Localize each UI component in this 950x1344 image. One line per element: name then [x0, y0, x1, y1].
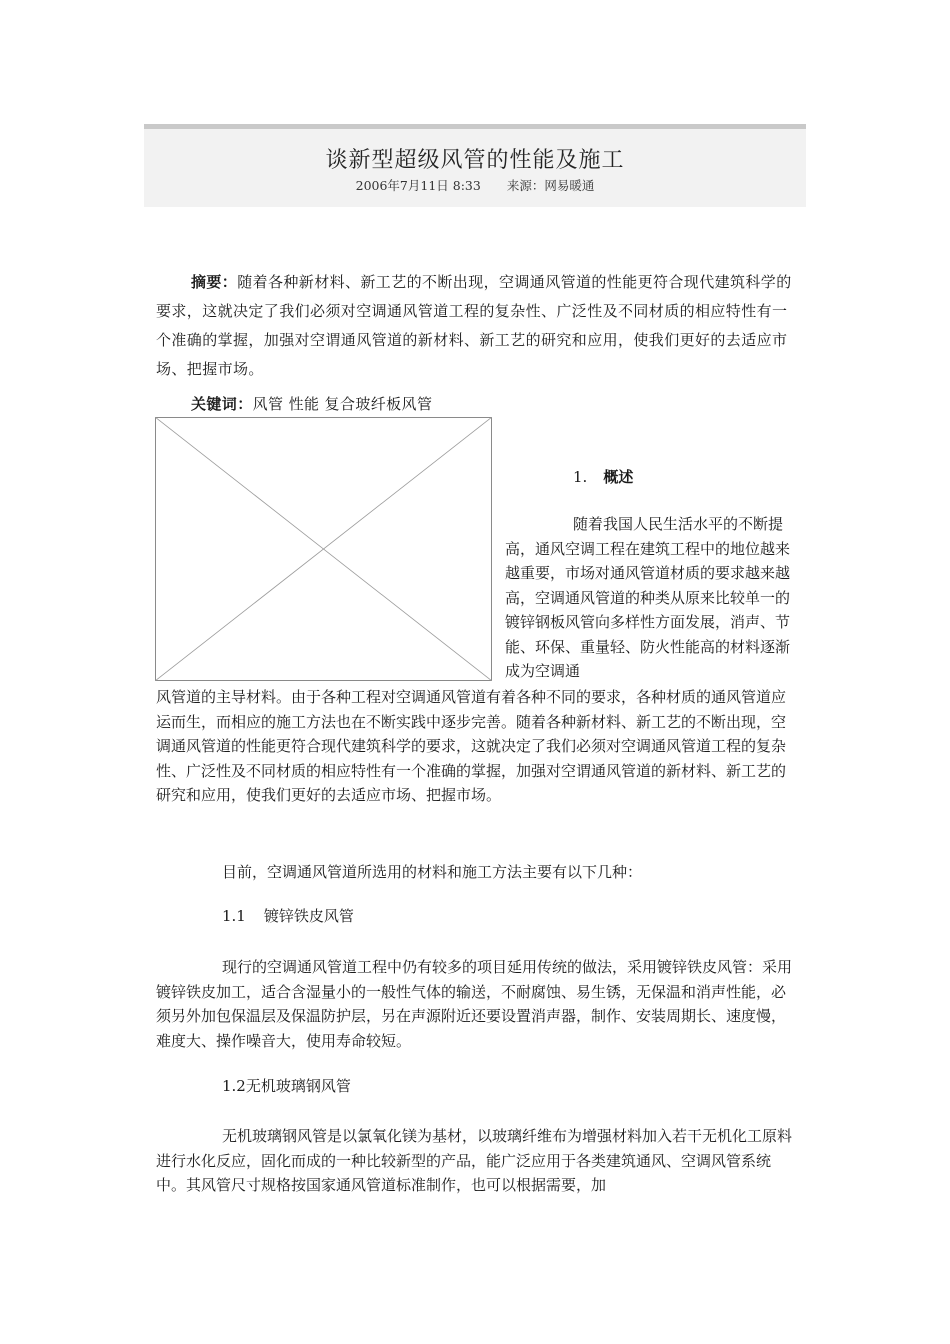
abstract-text: 随着各种新材料、新工艺的不断出现，空调通风管道的性能更符合现代建筑科学的要求，这就决定了我们必须对空调通风管道工程的复杂性、广泛性及不同材质的相应特性有一个准确的掌握，加强对空谓通风管道的新材料、新工艺的研究和应用，使我们更好的去适应市场、把握市场。	[156, 273, 792, 378]
overview-paragraph-wrapped: 随着我国人民生活水平的不断提高，通风空调工程在建筑工程中的地位越来越重要，市场对通风管道材质的要求越来越高，空调通风管道的种类从原来比较单一的镀锌钢板风管向多样性方面发展，消声、节能、环保、重量轻、防火性能高的材料逐渐成为空调通	[505, 515, 791, 680]
subsection-title: 镀锌铁皮风管	[263, 907, 354, 925]
subsection-title: 无机玻璃钢风管	[245, 1077, 351, 1095]
article-header	[144, 124, 806, 207]
galvanized-duct-paragraph: 现行的空调通风管道工程中仍有较多的项目延用传统的做法，采用镀锌铁皮风管：采用镀锌铁皮加工，适合含湿量小的一般性气体的输送，不耐腐蚀、易生锈，无保温和消声性能，必须另外加包保温层及保温防护层，另在声源附近还要设置消声器，制作、安装周期长、速度慢，难度大、操作噪音大，使用寿命较短。	[156, 958, 793, 1050]
materials-intro-paragraph: 目前，空调通风管道所选用的材料和施工方法主要有以下几种：	[222, 863, 643, 881]
fiberglass-duct-paragraph: 无机玻璃钢风管是以氯氧化镁为基材，以玻璃纤维布为增强材料加入若干无机化工原料进行水化反应，固化而成的一种比较新型的产品，能广泛应用于各类建筑通风、空调风管系统中。其风管尺寸规格按国家通风管道标准制作，也可以根据需要，加	[156, 1127, 793, 1194]
subsection-number: 1.1	[222, 907, 246, 925]
keywords-label: 关键词：	[191, 395, 253, 413]
abstract-paragraph	[156, 268, 796, 384]
publish-date: 2006年7月11日 8:33	[355, 178, 481, 193]
subsection-heading-fiberglass	[222, 1075, 351, 1096]
keywords-text: 风管 性能 复合玻纤板风管	[252, 395, 433, 413]
subsection-heading-galvanized	[222, 905, 354, 926]
subsection-number: 1.2	[222, 1077, 246, 1095]
section-title-text: 概述	[603, 468, 634, 486]
section-number: 1.	[573, 468, 588, 486]
section-heading-overview	[573, 466, 633, 487]
abstract-label: 摘要：	[191, 273, 238, 291]
article-meta	[144, 176, 806, 194]
article-source: 来源：网易暖通	[506, 178, 595, 193]
keywords-line	[191, 393, 432, 414]
overview-paragraph-continued: 风管道的主导材料。由于各种工程对空调通风管道有着各种不同的要求，各种材质的通风管道应运而生，而相应的施工方法也在不断实践中逐步完善。随着各种新材料、新工艺的不断出现，空调通风管道的性能更符合现代建筑科学的要求，这就决定了我们必须对空调通风管道工程的复杂性、广泛性及不同材质的相应特性有一个准确的掌握，加强对空谓通风管道的新材料、新工艺的研究和应用，使我们更好的去适应市场、把握市场。	[156, 688, 787, 804]
image-placeholder	[155, 417, 492, 681]
article-title: 谈新型超级风管的性能及施工	[325, 148, 625, 173]
